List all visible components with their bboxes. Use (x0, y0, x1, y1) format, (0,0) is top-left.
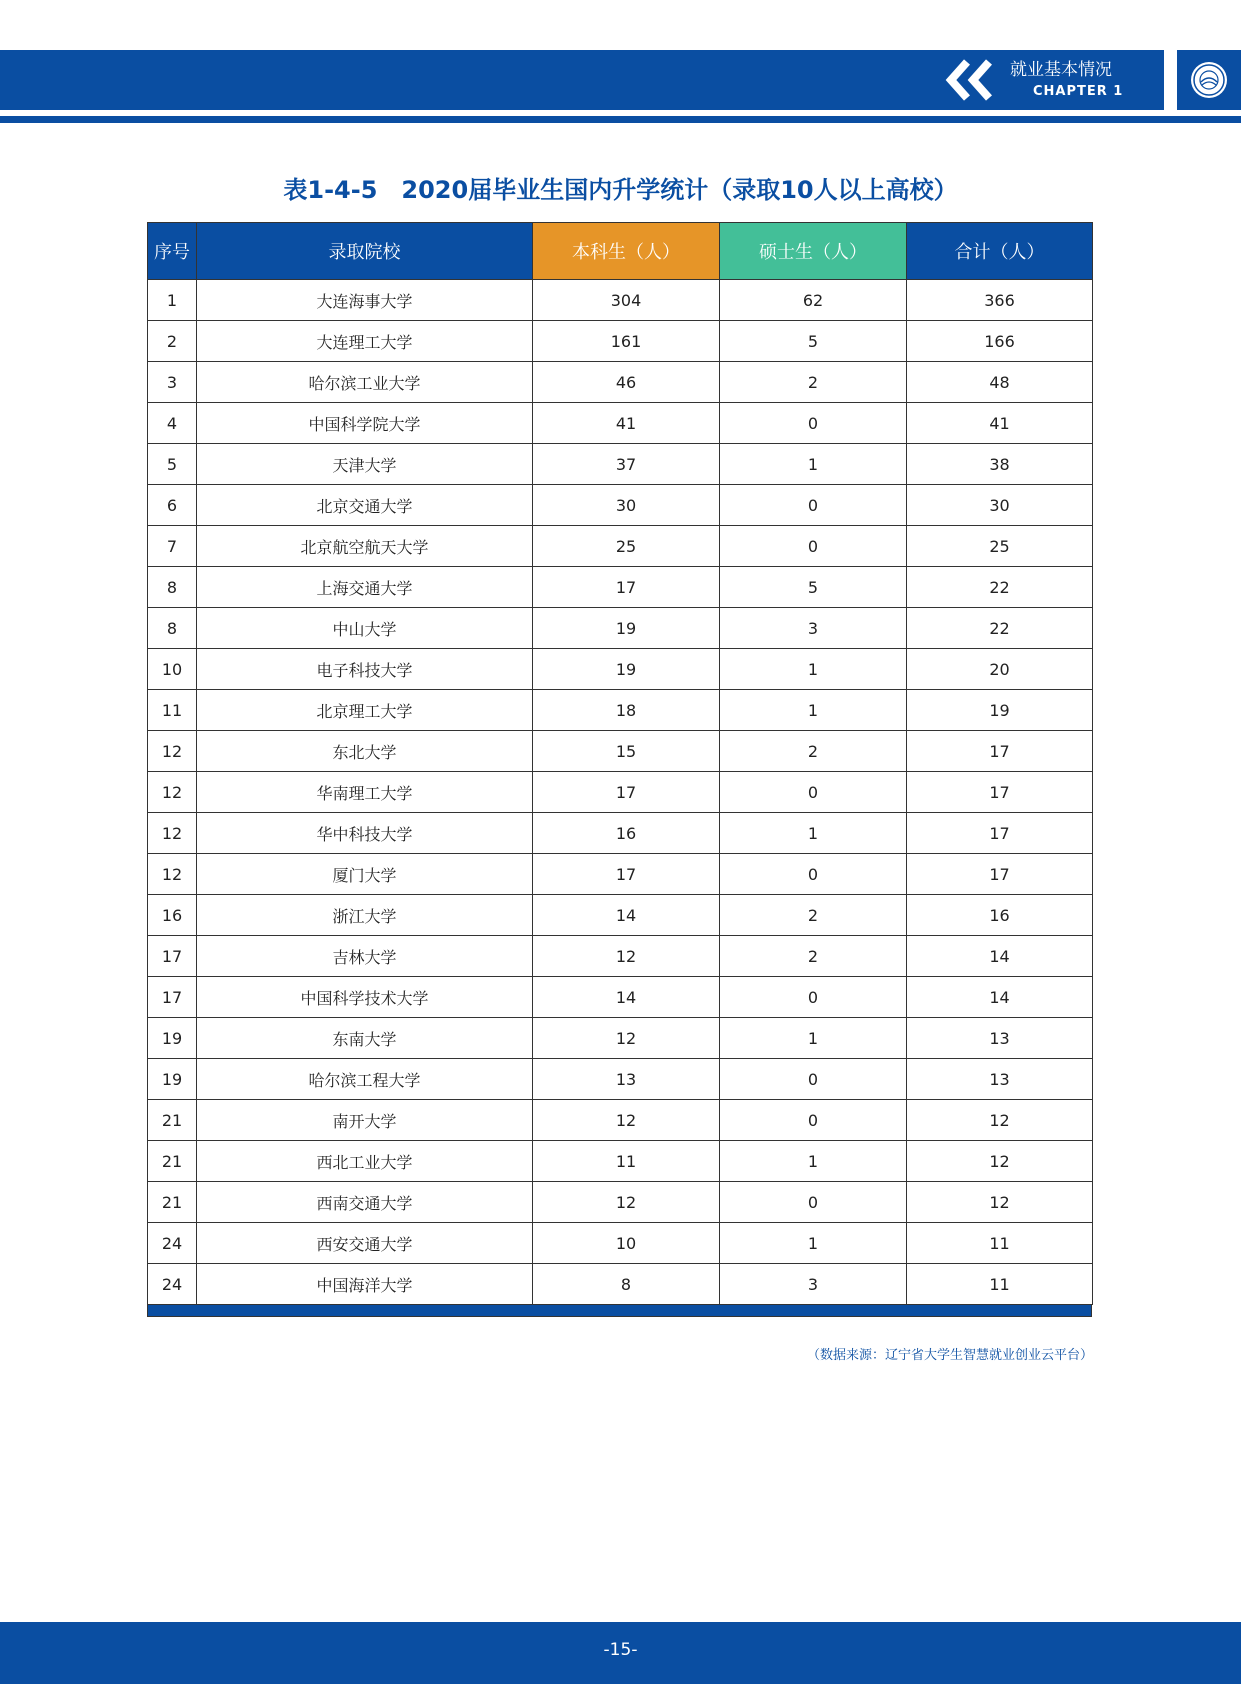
cell-master: 0 (720, 485, 907, 526)
cell-total: 12 (907, 1182, 1093, 1223)
table-row (148, 1100, 1093, 1141)
cell-school: 浙江大学 (197, 895, 533, 936)
cell-total: 22 (907, 567, 1093, 608)
header-school: 录取院校 (197, 223, 533, 280)
cell-rank: 21 (148, 1141, 197, 1182)
cell-school: 大连海事大学 (197, 280, 533, 321)
cell-rank: 1 (148, 280, 197, 321)
cell-undergrad: 12 (533, 1100, 720, 1141)
table-row (148, 280, 1093, 321)
cell-total: 48 (907, 362, 1093, 403)
table-header-row (148, 223, 1093, 280)
cell-master: 0 (720, 403, 907, 444)
cell-total: 20 (907, 649, 1093, 690)
cell-total: 17 (907, 772, 1093, 813)
header-master: 硕士生（人） (720, 223, 907, 280)
cell-undergrad: 18 (533, 690, 720, 731)
table-row (148, 1182, 1093, 1223)
cell-rank: 12 (148, 813, 197, 854)
cell-rank: 17 (148, 936, 197, 977)
cell-school: 上海交通大学 (197, 567, 533, 608)
cell-total: 14 (907, 936, 1093, 977)
chapter-label: CHAPTER 1 (1033, 84, 1124, 99)
cell-undergrad: 14 (533, 895, 720, 936)
cell-undergrad: 161 (533, 321, 720, 362)
table-row (148, 608, 1093, 649)
cell-total: 366 (907, 280, 1093, 321)
cell-school: 北京航空航天大学 (197, 526, 533, 567)
header-total: 合计（人） (907, 223, 1093, 280)
university-seal-icon (1188, 59, 1230, 101)
cell-rank: 12 (148, 731, 197, 772)
table-row (148, 1141, 1093, 1182)
cell-school: 西北工业大学 (197, 1141, 533, 1182)
cell-master: 1 (720, 649, 907, 690)
cell-undergrad: 30 (533, 485, 720, 526)
cell-master: 1 (720, 1141, 907, 1182)
table-body (148, 280, 1093, 1305)
cell-total: 16 (907, 895, 1093, 936)
table-row (148, 321, 1093, 362)
cell-undergrad: 17 (533, 567, 720, 608)
cell-undergrad: 46 (533, 362, 720, 403)
table-row (148, 895, 1093, 936)
cell-school: 北京理工大学 (197, 690, 533, 731)
cell-master: 3 (720, 608, 907, 649)
cell-rank: 19 (148, 1018, 197, 1059)
cell-master: 1 (720, 690, 907, 731)
cell-total: 30 (907, 485, 1093, 526)
cell-master: 1 (720, 1223, 907, 1264)
cell-rank: 16 (148, 895, 197, 936)
cell-rank: 21 (148, 1100, 197, 1141)
cell-school: 哈尔滨工程大学 (197, 1059, 533, 1100)
cell-master: 0 (720, 1100, 907, 1141)
cell-school: 西南交通大学 (197, 1182, 533, 1223)
cell-school: 中国海洋大学 (197, 1264, 533, 1305)
cell-school: 中国科学技术大学 (197, 977, 533, 1018)
cell-undergrad: 19 (533, 649, 720, 690)
cell-total: 12 (907, 1100, 1093, 1141)
cell-master: 1 (720, 813, 907, 854)
cell-rank: 17 (148, 977, 197, 1018)
cell-rank: 24 (148, 1223, 197, 1264)
cell-undergrad: 11 (533, 1141, 720, 1182)
cell-school: 哈尔滨工业大学 (197, 362, 533, 403)
cell-school: 厦门大学 (197, 854, 533, 895)
cell-school: 中国科学院大学 (197, 403, 533, 444)
cell-undergrad: 17 (533, 854, 720, 895)
table-row (148, 1223, 1093, 1264)
cell-undergrad: 37 (533, 444, 720, 485)
cell-undergrad: 12 (533, 1182, 720, 1223)
table-row (148, 526, 1093, 567)
cell-school: 中山大学 (197, 608, 533, 649)
table-row (148, 567, 1093, 608)
admissions-table-container (147, 222, 1092, 1317)
cell-rank: 8 (148, 567, 197, 608)
cell-rank: 8 (148, 608, 197, 649)
cell-school: 北京交通大学 (197, 485, 533, 526)
table-row (148, 1018, 1093, 1059)
table-row (148, 936, 1093, 977)
cell-total: 41 (907, 403, 1093, 444)
cell-total: 17 (907, 854, 1093, 895)
cell-school: 电子科技大学 (197, 649, 533, 690)
section-title: 就业基本情况 (1010, 60, 1112, 80)
table-row (148, 854, 1093, 895)
table-row (148, 444, 1093, 485)
cell-school: 大连理工大学 (197, 321, 533, 362)
cell-undergrad: 13 (533, 1059, 720, 1100)
cell-master: 62 (720, 280, 907, 321)
cell-total: 11 (907, 1223, 1093, 1264)
cell-rank: 6 (148, 485, 197, 526)
cell-undergrad: 16 (533, 813, 720, 854)
cell-master: 0 (720, 526, 907, 567)
cell-school: 天津大学 (197, 444, 533, 485)
header-undergrad: 本科生（人） (533, 223, 720, 280)
cell-school: 东南大学 (197, 1018, 533, 1059)
cell-rank: 4 (148, 403, 197, 444)
page-number: -15- (603, 1640, 638, 1660)
cell-master: 2 (720, 731, 907, 772)
cell-undergrad: 12 (533, 936, 720, 977)
cell-total: 19 (907, 690, 1093, 731)
cell-undergrad: 14 (533, 977, 720, 1018)
table-row (148, 1264, 1093, 1305)
cell-rank: 19 (148, 1059, 197, 1100)
cell-master: 1 (720, 1018, 907, 1059)
table-row (148, 403, 1093, 444)
table-row (148, 813, 1093, 854)
cell-rank: 7 (148, 526, 197, 567)
table-row (148, 1059, 1093, 1100)
cell-rank: 10 (148, 649, 197, 690)
cell-rank: 12 (148, 854, 197, 895)
cell-rank: 2 (148, 321, 197, 362)
cell-total: 17 (907, 813, 1093, 854)
cell-total: 14 (907, 977, 1093, 1018)
table-row (148, 772, 1093, 813)
admissions-table (147, 222, 1093, 1305)
cell-undergrad: 12 (533, 1018, 720, 1059)
header-rank: 序号 (148, 223, 197, 280)
cell-rank: 12 (148, 772, 197, 813)
cell-undergrad: 25 (533, 526, 720, 567)
cell-master: 2 (720, 362, 907, 403)
cell-school: 吉林大学 (197, 936, 533, 977)
cell-undergrad: 10 (533, 1223, 720, 1264)
cell-undergrad: 8 (533, 1264, 720, 1305)
cell-undergrad: 15 (533, 731, 720, 772)
logo-box (1177, 50, 1241, 110)
cell-rank: 3 (148, 362, 197, 403)
double-chevron-left-icon (945, 58, 995, 102)
cell-school: 东北大学 (197, 731, 533, 772)
table-row (148, 362, 1093, 403)
cell-undergrad: 304 (533, 280, 720, 321)
header-underline (0, 116, 1241, 123)
cell-total: 11 (907, 1264, 1093, 1305)
cell-rank: 5 (148, 444, 197, 485)
cell-undergrad: 17 (533, 772, 720, 813)
cell-master: 5 (720, 321, 907, 362)
cell-rank: 11 (148, 690, 197, 731)
cell-master: 0 (720, 1182, 907, 1223)
cell-master: 0 (720, 1059, 907, 1100)
source-note: （数据来源：辽宁省大学生智慧就业创业云平台） (806, 1348, 1093, 1363)
cell-master: 1 (720, 444, 907, 485)
cell-master: 5 (720, 567, 907, 608)
table-title: 表1-4-5 2020届毕业生国内升学统计（录取10人以上高校） (283, 176, 958, 204)
cell-master: 0 (720, 854, 907, 895)
cell-total: 25 (907, 526, 1093, 567)
cell-master: 2 (720, 936, 907, 977)
table-row (148, 649, 1093, 690)
cell-total: 12 (907, 1141, 1093, 1182)
cell-school: 南开大学 (197, 1100, 533, 1141)
cell-master: 3 (720, 1264, 907, 1305)
cell-master: 0 (720, 772, 907, 813)
cell-total: 38 (907, 444, 1093, 485)
cell-undergrad: 41 (533, 403, 720, 444)
cell-total: 13 (907, 1018, 1093, 1059)
cell-school: 华中科技大学 (197, 813, 533, 854)
table-row (148, 731, 1093, 772)
table-row (148, 977, 1093, 1018)
cell-school: 西安交通大学 (197, 1223, 533, 1264)
table-bottom-bar (147, 1305, 1092, 1317)
cell-master: 2 (720, 895, 907, 936)
cell-school: 华南理工大学 (197, 772, 533, 813)
cell-master: 0 (720, 977, 907, 1018)
cell-total: 166 (907, 321, 1093, 362)
cell-rank: 21 (148, 1182, 197, 1223)
cell-total: 22 (907, 608, 1093, 649)
cell-undergrad: 19 (533, 608, 720, 649)
table-row (148, 485, 1093, 526)
cell-total: 13 (907, 1059, 1093, 1100)
cell-rank: 24 (148, 1264, 197, 1305)
cell-total: 17 (907, 731, 1093, 772)
table-row (148, 690, 1093, 731)
